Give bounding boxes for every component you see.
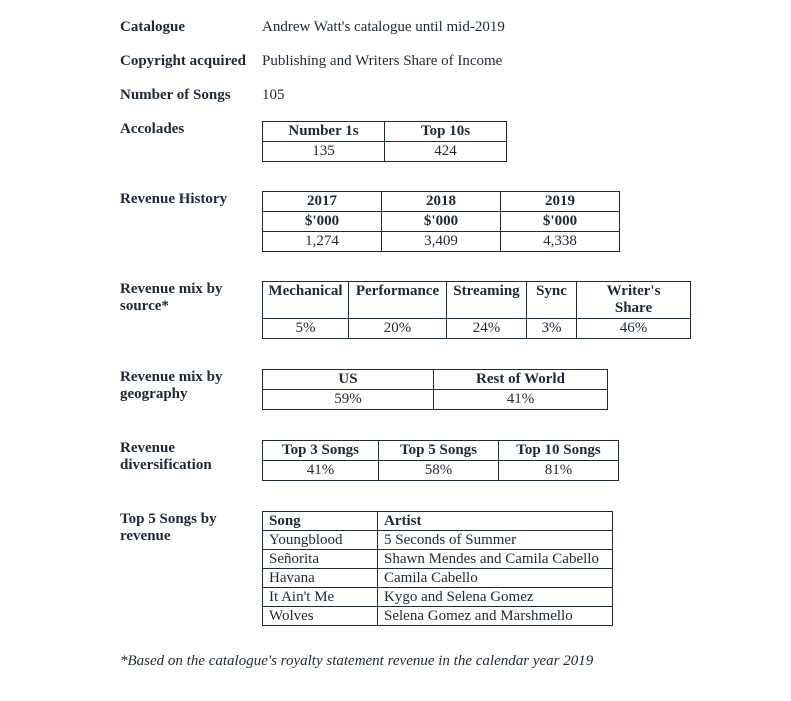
revenue-diversification-label: Revenue diversification (120, 440, 212, 473)
revenue-mix-geography-table (262, 369, 608, 410)
artist-cell: Shawn Mendes and Camila Cabello (378, 550, 613, 569)
song-cell: Youngblood (263, 531, 378, 550)
table-row (263, 390, 608, 410)
field-value-catalogue: Andrew Watt's catalogue until mid-2019 (262, 19, 505, 35)
table-header-cell: Writer's Share (577, 282, 691, 319)
revenue-mix-source-label: Revenue mix by source* (120, 281, 223, 314)
accolades-label: Accolades (120, 121, 185, 137)
field-value-copyright: Publishing and Writers Share of Income (262, 53, 503, 69)
table-units-cell: $'000 (382, 212, 501, 232)
catalogue-summary-document (120, 19, 791, 670)
table-header-row (263, 370, 608, 390)
field-row-copyright (120, 53, 791, 70)
top-songs-section (120, 511, 791, 626)
table-cell: 20% (349, 319, 447, 339)
artist-cell: Selena Gomez and Marshmello (378, 607, 613, 626)
table-header-cell: Mechanical (263, 282, 349, 319)
table-header-cell: US (263, 370, 434, 390)
table-cell: 5% (263, 319, 349, 339)
table-header-cell: Top 10s (385, 122, 507, 142)
table-cell: 1,274 (263, 232, 382, 252)
field-row-number-of-songs (120, 87, 791, 104)
table-header-cell: Performance (349, 282, 447, 319)
top-songs-table (262, 511, 613, 626)
revenue-history-table (262, 191, 620, 252)
table-header-cell: Streaming (447, 282, 527, 319)
song-cell: Havana (263, 569, 378, 588)
table-cell: 41% (434, 390, 608, 410)
field-value-number-of-songs: 105 (262, 87, 285, 103)
table-cell: 24% (447, 319, 527, 339)
song-cell: It Ain't Me (263, 588, 378, 607)
song-cell: Señorita (263, 550, 378, 569)
field-label-copyright: Copyright acquired (120, 53, 246, 69)
table-units-cell: $'000 (263, 212, 382, 232)
table-row (263, 607, 613, 626)
table-header-row (263, 282, 691, 319)
table-header-cell: 2019 (501, 192, 620, 212)
table-header-cell: Rest of World (434, 370, 608, 390)
table-row (263, 531, 613, 550)
table-cell: 81% (499, 461, 619, 481)
revenue-mix-source-section (120, 281, 791, 339)
revenue-mix-geography-label: Revenue mix by geography (120, 369, 223, 402)
table-header-cell: 2018 (382, 192, 501, 212)
revenue-mix-source-table (262, 281, 691, 339)
table-cell: 59% (263, 390, 434, 410)
table-header-row (263, 192, 620, 212)
revenue-diversification-table (262, 440, 619, 481)
accolades-section (120, 121, 791, 162)
table-row (263, 461, 619, 481)
table-cell: 3,409 (382, 232, 501, 252)
song-cell: Wolves (263, 607, 378, 626)
table-header-row (263, 512, 613, 531)
table-cell: 424 (385, 142, 507, 162)
revenue-diversification-section (120, 440, 791, 481)
table-cell: 135 (263, 142, 385, 162)
artist-cell: 5 Seconds of Summer (378, 531, 613, 550)
field-row-catalogue (120, 19, 791, 36)
table-cell: 41% (263, 461, 379, 481)
revenue-mix-geography-section (120, 369, 791, 410)
table-units-row (263, 212, 620, 232)
table-row (263, 232, 620, 252)
field-label-catalogue: Catalogue (120, 19, 185, 35)
table-header-cell: Top 10 Songs (499, 441, 619, 461)
artist-cell: Kygo and Selena Gomez (378, 588, 613, 607)
top-songs-label: Top 5 Songs by revenue (120, 511, 217, 544)
table-units-cell: $'000 (501, 212, 620, 232)
table-row (263, 588, 613, 607)
table-header-row (263, 441, 619, 461)
artist-cell: Camila Cabello (378, 569, 613, 588)
table-header-cell: Top 3 Songs (263, 441, 379, 461)
revenue-history-label: Revenue History (120, 191, 228, 207)
table-header-cell: Top 5 Songs (379, 441, 499, 461)
table-cell: 4,338 (501, 232, 620, 252)
table-row (263, 319, 691, 339)
table-header-cell: 2017 (263, 192, 382, 212)
table-row (263, 550, 613, 569)
field-label-number-of-songs: Number of Songs (120, 87, 231, 103)
table-cell: 3% (527, 319, 577, 339)
table-header-cell: Number 1s (263, 122, 385, 142)
table-row (263, 142, 507, 162)
table-header-row (263, 122, 507, 142)
table-header-cell: Sync (527, 282, 577, 319)
table-row (263, 569, 613, 588)
accolades-table (262, 121, 507, 162)
table-header-cell: Song (263, 512, 378, 531)
table-cell: 46% (577, 319, 691, 339)
table-cell: 58% (379, 461, 499, 481)
revenue-history-section (120, 191, 791, 252)
footnote: *Based on the catalogue's royalty statement revenue in the calendar year 2019 (120, 653, 594, 669)
table-header-cell: Artist (378, 512, 613, 531)
